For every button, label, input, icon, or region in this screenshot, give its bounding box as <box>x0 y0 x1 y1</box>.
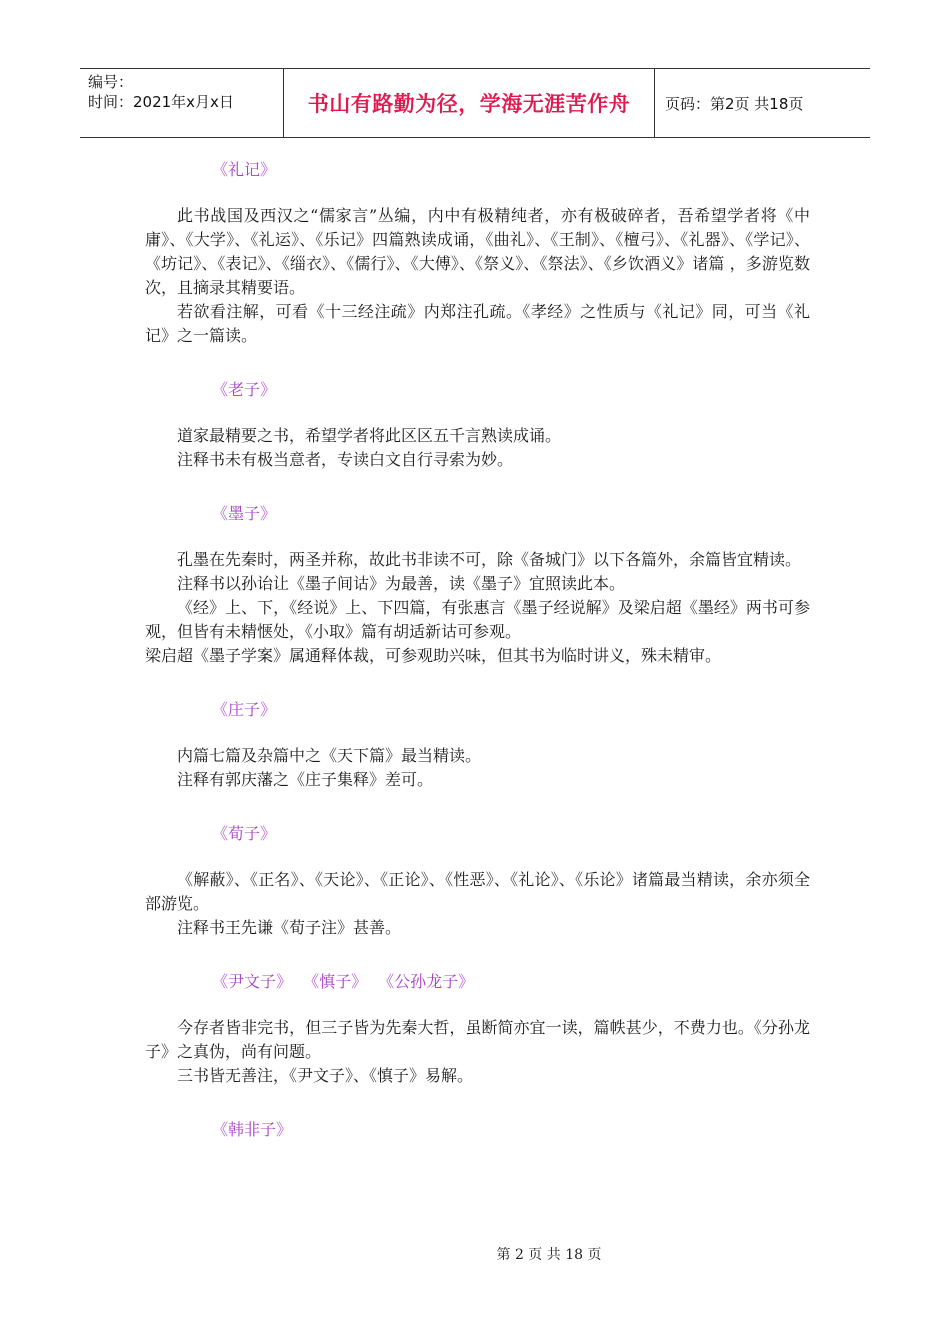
paragraph: 今存者皆非完书，但三子皆为先秦大哲，虽断简亦宜一读，篇帙甚少，不费力也。《分孙龙子》之真伪，尚有问题。 <box>145 1018 810 1061</box>
paragraph: 《经》上、下，《经说》上、下四篇，有张惠言《墨子经说解》及梁启超《墨经》两书可参观，但皆有未精惬处，《小取》篇有胡适新诂可参观。 <box>145 598 810 641</box>
section-title-zhuangzi: 《庄子》 <box>212 700 277 719</box>
header-meta <box>80 69 283 137</box>
header-page-info: 页码：第2页 共18页 <box>665 94 804 113</box>
section-title-laozi: 《老子》 <box>212 380 277 399</box>
page-header <box>80 68 870 138</box>
section-title-liji: 《礼记》 <box>212 160 277 179</box>
footer-page-number: 第 2 页 共 18 页 <box>496 1247 602 1263</box>
section-title-hanfeizi: 《韩非子》 <box>212 1120 293 1139</box>
paragraph: 注释书未有极当意者，专读白文自行寻索为妙。 <box>177 450 514 469</box>
paragraph: 注释书王先谦《荀子注》甚善。 <box>177 918 402 937</box>
paragraph: 若欲看注解，可看《十三经注疏》内郑注孔疏。《孝经》之性质与《礼记》同，可当《礼记》之一篇读。 <box>145 302 810 345</box>
paragraph: 注释有郭庆藩之《庄子集释》差可。 <box>177 770 434 789</box>
paragraph: 《解蔽》、《正名》、《天论》、《正论》、《性恶》、《礼论》、《乐论》诸篇最当精读，余亦须全部游览。 <box>145 870 810 913</box>
paragraph: 梁启超《墨子学案》属通释体裁，可参观助兴味，但其书为临时讲义，殊未精审。 <box>145 646 722 665</box>
header-motto: 书山有路勤为径，学海无涯苦作舟 <box>283 69 655 137</box>
paragraph: 三书皆无善注，《尹文子》、《慎子》易解。 <box>177 1066 474 1085</box>
document-number-label: 编号： <box>88 73 134 91</box>
page-footer <box>0 1244 950 1264</box>
paragraph: 道家最精要之书，希望学者将此区区五千言熟读成诵。 <box>177 426 562 445</box>
section-title-xunzi: 《荀子》 <box>212 824 277 843</box>
paragraph: 此书战国及西汉之“儒家言”丛编，内中有极精纯者，亦有极破碎者，吾希望学者将《中庸》、《大学》、《礼运》、《乐记》四篇熟读成诵，《曲礼》、《王制》、《檀弓》、《礼器》、《学记》、《坊记》、《表记》、《缁衣》、《儒行》、《大傅》、《祭义》、《祭法》、《乡饮酒义》诸篇 ，多游览数次，且摘录其精要语。 <box>145 206 810 297</box>
paragraph: 内篇七篇及杂篇中之《天下篇》最当精读。 <box>177 746 482 765</box>
paragraph: 注释书以孙诒让《墨子间诂》为最善，读《墨子》宜照读此本。 <box>177 574 626 593</box>
paragraph: 孔墨在先秦时，两圣并称，故此书非读不可，除《备城门》以下各篇外，余篇皆宜精读。 <box>177 550 802 569</box>
document-body <box>145 150 810 1164</box>
section-title-mozi: 《墨子》 <box>212 504 277 523</box>
document-time-label: 时间：2021年x月x日 <box>88 93 234 111</box>
section-title-yinwenzi: 《尹文子》 《慎子》 《公孙龙子》 <box>212 972 475 991</box>
